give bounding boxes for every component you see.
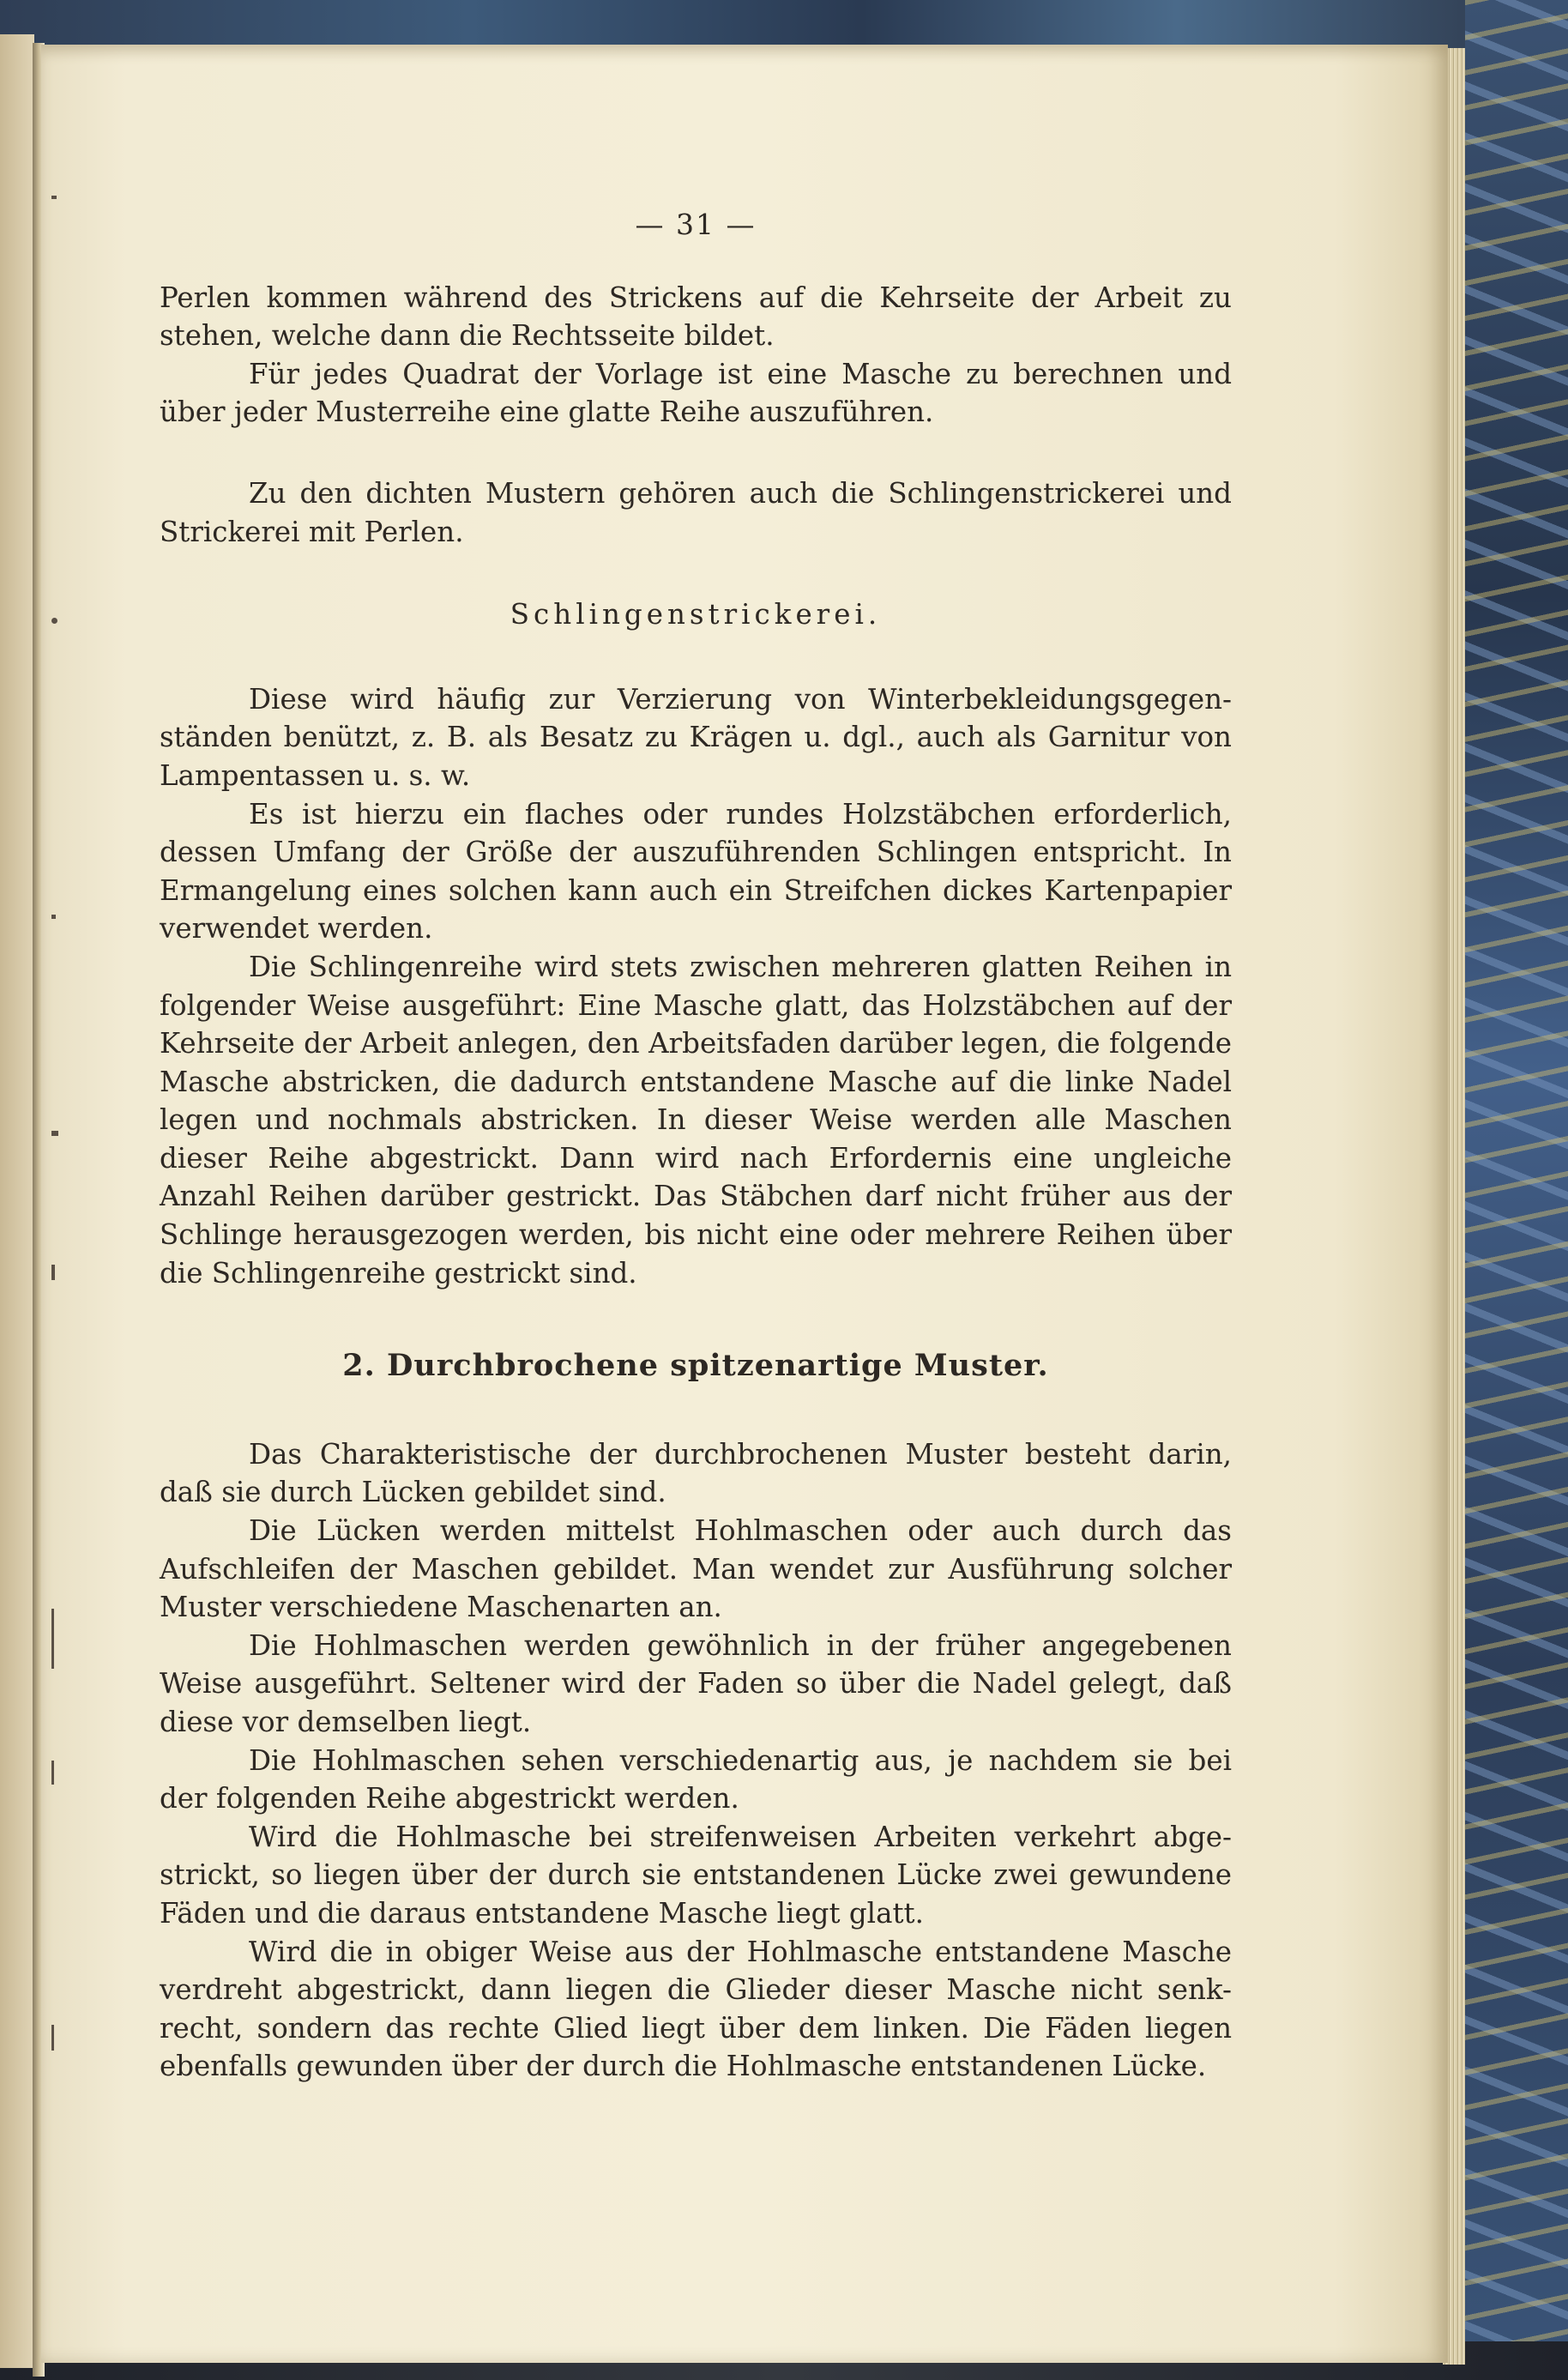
paragraph: Für jedes Quadrat der Vorlage ist eine Masche zu berechnen und über jeder Musterreihe eine glatte Reihe auszuführen. — [160, 357, 1232, 429]
paragraph: Perlen kommen während des Strickens auf die Kehrseite der Arbeit zu stehen, welche dann die Rechtsseite bildet. — [160, 281, 1232, 353]
margin-mark — [51, 1265, 55, 1280]
paragraph: Die Schlingenreihe wird stets zwischen mehreren glatten Reihen in folgender Weise ausgeführt: Eine Masche glatt, das Holzstäbchen auf der Kehrseite der Arbeit anlegen, den Arbeitsfaden darüber legen, die folgende Masche abstricken, die dadurch entstandene Masche auf die linke Nadel legen und nochmals abstricken. In dieser Weise werden alle Maschen dieser Reihe abgestrickt. Dann wird nach Erfordernis eine ungleiche Anzahl Reihen darüber gestrickt. Das Stäbchen darf nicht früher aus der Schlinge herausgezogen werden, bis nicht eine oder mehrere Reihen über die Schlingenreihe gestrickt sind. — [160, 950, 1232, 1290]
page-text — [160, 206, 1232, 2086]
margin-mark — [51, 196, 57, 199]
paragraph: Wird die Hohlmasche bei streifenweisen Arbeiten verkehrt abge- strickt, so liegen über der durch sie entstandenen Lücke zwei gewundene Fäden und die daraus entstandene Masche liegt glatt. — [160, 1820, 1232, 1930]
paragraph: Die Hohlmaschen werden gewöhnlich in der früher angegebenen Weise ausgeführt. Seltener wird der Faden so über die Nadel gelegt, daß diese vor demselben liegt. — [160, 1628, 1232, 1738]
paragraph: Wird die in obiger Weise aus der Hohlmasche entstandene Masche verdreht abgestrickt, dann liegen die Glieder dieser Masche nicht senk- recht, sondern das rechte Glied liegt über dem linken. Die Fäden liegen ebenfalls gewunden über der durch die Hohlmasche entstandenen Lücke. — [160, 1935, 1232, 2083]
paragraph: Es ist hierzu ein flaches oder rundes Holzstäbchen erforderlich, dessen Umfang der Größe der auszuführenden Schlingen entspricht. In Ermangelung eines solchen kann auch ein Streifchen dickes Kartenpapier verwendet werden. — [160, 797, 1232, 945]
paragraph: Die Hohlmaschen sehen verschiedenartig aus, je nachdem sie bei der folgenden Reihe abgestrickt werden. — [160, 1743, 1232, 1815]
paragraph: Die Lücken werden mittelst Hohlmaschen oder auch durch das Aufschleifen der Maschen gebildet. Man wendet zur Ausführung solcher Muster verschiedene Maschenarten an. — [160, 1514, 1232, 1624]
page-number: — 31 — — [635, 208, 757, 241]
margin-mark — [51, 1131, 58, 1136]
chapter-heading: 2. Durchbrochene spitzenartige Muster. — [342, 1348, 1049, 1384]
book-cover-marbled-edge — [1465, 0, 1568, 2380]
margin-mark — [51, 1609, 54, 1669]
facing-page-edge — [0, 34, 34, 2368]
margin-mark — [51, 915, 56, 919]
paragraph: Zu den dichten Mustern gehören auch die Schlingenstrickerei und Strickerei mit Perlen. — [160, 476, 1232, 548]
paragraph: Das Charakteristische der durchbrochenen Muster besteht darin, daß sie durch Lücken gebildet sind. — [160, 1437, 1232, 1509]
margin-mark — [51, 618, 57, 624]
margin-mark — [51, 1761, 54, 1785]
margin-mark — [51, 2025, 54, 2051]
paragraph: Diese wird häufig zur Verzierung von Winterbekleidungsgegen- ständen benützt, z. B. als Besatz zu Krägen u. dgl., auch als Garnitur von Lampentassen u. s. w. — [160, 682, 1232, 792]
section-heading: Schlingenstrickerei. — [510, 598, 882, 631]
